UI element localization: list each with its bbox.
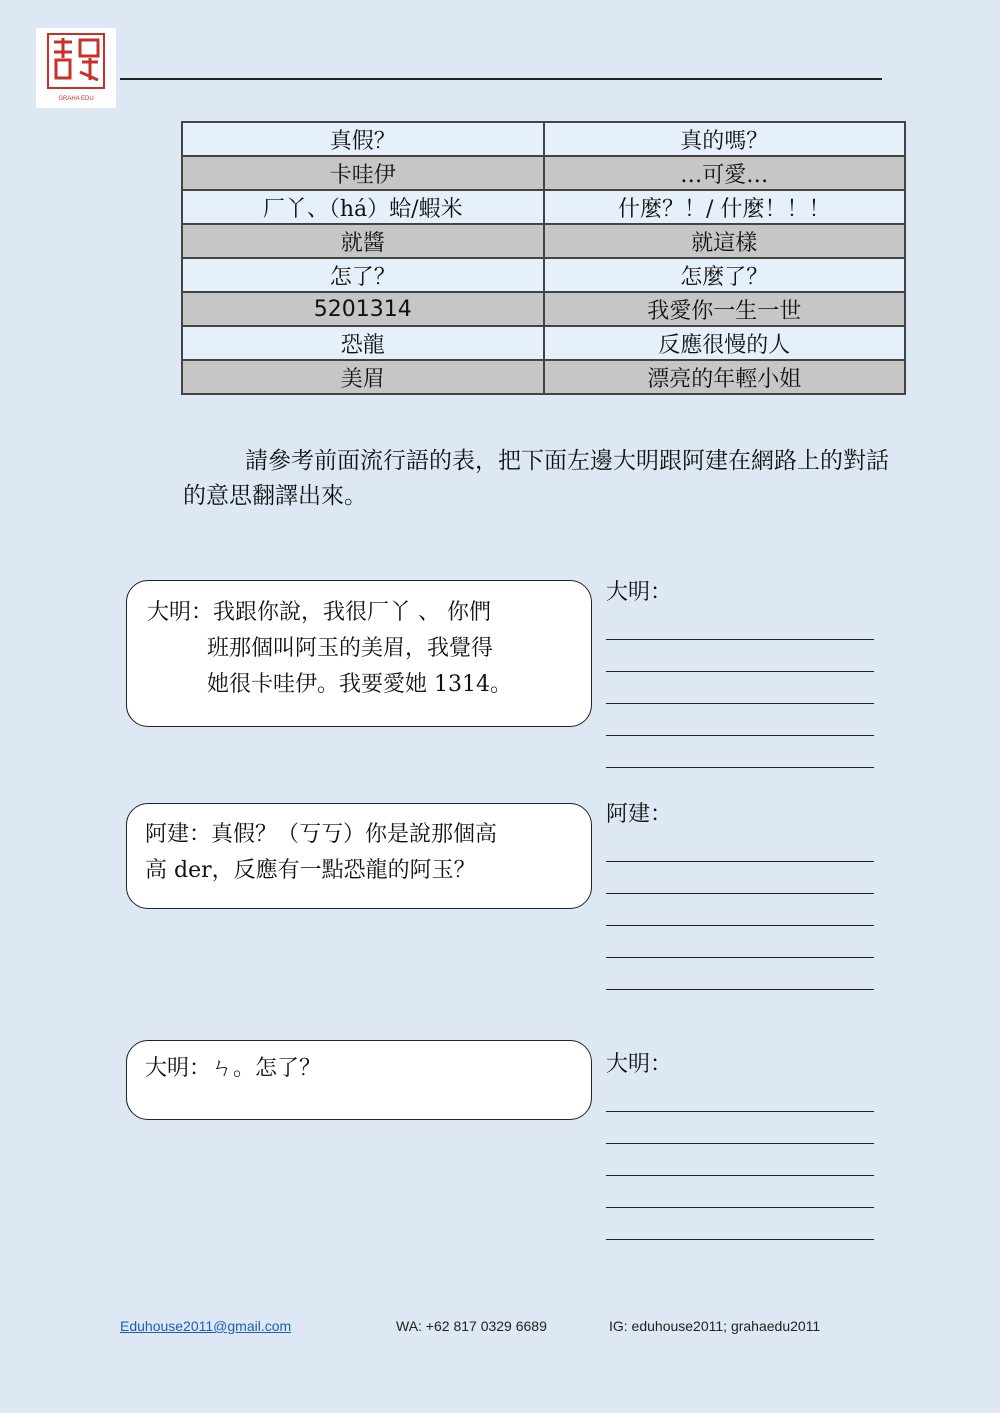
answer-blank-line[interactable] <box>606 671 874 672</box>
answer-blank-line[interactable] <box>606 1239 874 1240</box>
svg-text:GRAHA EDU: GRAHA EDU <box>58 96 94 102</box>
slang-cell: 5201314 <box>182 292 544 326</box>
slang-cell: 真假？ <box>182 122 544 156</box>
answer-label: 大明： <box>606 580 673 605</box>
instruction-text: 請參考前面流行語的表，把下面左邊大明跟阿建在網路上的對話的意思翻譯出來。 <box>183 448 889 509</box>
dialogue-text: 我跟你說，我很厂丫 、 你們 <box>213 600 492 625</box>
answer-blank-line[interactable] <box>606 925 874 926</box>
table-row <box>182 360 905 394</box>
speaker-name: 阿建： <box>145 822 212 847</box>
answer-blank-line[interactable] <box>606 861 874 862</box>
meaning-cell: 我愛你一生一世 <box>544 292 906 326</box>
answer-blank-line[interactable] <box>606 1175 874 1176</box>
slang-cell: 恐龍 <box>182 326 544 360</box>
meaning-cell: 怎麼了？ <box>544 258 906 292</box>
table-row <box>182 224 905 258</box>
dialogue-line <box>145 817 573 853</box>
dialogue-bubble-ajian <box>126 803 592 909</box>
speaker-name: 大明： <box>145 1056 212 1081</box>
slang-table <box>181 121 906 395</box>
answer-blank-line[interactable] <box>606 767 874 768</box>
logo <box>36 28 116 108</box>
dialogue-line: 班那個叫阿玉的美眉，我覺得 <box>207 636 494 661</box>
footer-email-link[interactable]: Eduhouse2011@gmail.com <box>120 1318 292 1334</box>
dialogue-text: 真假？（丂丂）你是說那個高 <box>211 822 498 847</box>
dialogue-bubble-daming-1 <box>126 580 592 727</box>
speaker-name: 大明： <box>147 600 214 625</box>
dialogue-line: 她很卡哇伊。我要愛她 1314。 <box>207 672 512 697</box>
slang-cell: 怎了？ <box>182 258 544 292</box>
footer-whatsapp: WA: +62 817 0329 6689 <box>396 1318 547 1334</box>
answer-label: 阿建： <box>606 802 673 827</box>
table-row <box>182 292 905 326</box>
slang-cell: 卡哇伊 <box>182 156 544 190</box>
slang-cell: 就醬 <box>182 224 544 258</box>
dialogue-text: ㄣ。怎了？ <box>211 1056 322 1081</box>
answer-block-ajian <box>606 800 874 990</box>
meaning-cell: 什麼？！/ 什麼！！！ <box>544 190 906 224</box>
answer-blank-line[interactable] <box>606 893 874 894</box>
meaning-cell: 就這樣 <box>544 224 906 258</box>
dialogue-line <box>147 595 571 631</box>
meaning-cell: 漂亮的年輕小姐 <box>544 360 906 394</box>
answer-blank-line[interactable] <box>606 1143 874 1144</box>
seal-logo-icon <box>36 28 116 108</box>
table-row <box>182 122 905 156</box>
answer-blank-line[interactable] <box>606 735 874 736</box>
dialogue-bubble-daming-2 <box>126 1040 592 1120</box>
table-row <box>182 326 905 360</box>
answer-blank-line[interactable] <box>606 639 874 640</box>
dialogue-line <box>145 1051 573 1087</box>
header-rule <box>120 78 882 80</box>
table-row <box>182 190 905 224</box>
answer-block-daming-1 <box>606 578 874 768</box>
meaning-cell: 反應很慢的人 <box>544 326 906 360</box>
answer-block-daming-2 <box>606 1050 874 1240</box>
answer-blank-line[interactable] <box>606 989 874 990</box>
footer-instagram: IG: eduhouse2011; grahaedu2011 <box>609 1318 821 1334</box>
meaning-cell: 真的嗎？ <box>544 122 906 156</box>
answer-blank-line[interactable] <box>606 703 874 704</box>
slang-cell: 厂丫、（há）蛤/蝦米 <box>182 190 544 224</box>
answer-blank-line[interactable] <box>606 1111 874 1112</box>
slang-cell: 美眉 <box>182 360 544 394</box>
answer-blank-line[interactable] <box>606 1207 874 1208</box>
dialogue-line: 高 der，反應有一點恐龍的阿玉？ <box>145 858 476 883</box>
table-row <box>182 156 905 190</box>
table-row <box>182 258 905 292</box>
answer-blank-line[interactable] <box>606 957 874 958</box>
answer-label: 大明： <box>606 1052 673 1077</box>
meaning-cell: …可愛… <box>544 156 906 190</box>
